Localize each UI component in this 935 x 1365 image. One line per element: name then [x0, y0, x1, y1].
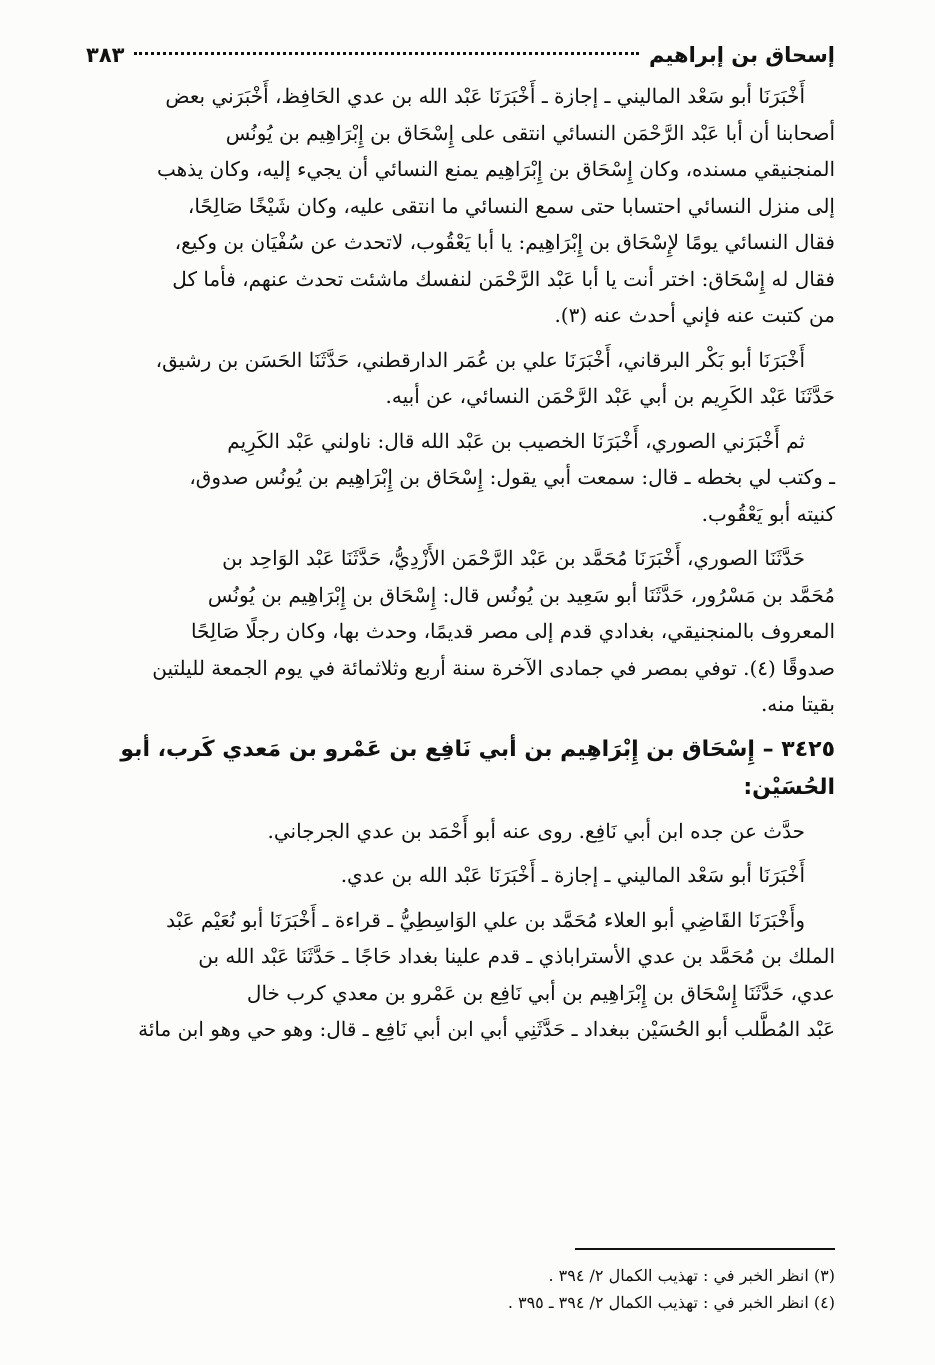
paragraph-4: حَدَّثَنَا الصوري، أَخْبَرَنَا مُحَمَّد بن عَبْد الرَّحْمَن الأَزْدِيُّ، حَدَّثَنَا عَبْد الوَاحِد بن مُحَمَّد بن مَسْرُور، حَدَّثَنَا أبو سَعِيد بن يُونُس قال: إِسْحَاق بن إِبْرَاهِيم بن يُونُس المعروف بالمنجنيقي، بغدادي قدم إلى مصر قديمًا، وحدث بها، وكان رجلًا صَالِحًا صدوقًا (٤). توفي بمصر في جمادى الآخرة سنة أربع وثلاثمائة في يوم الجمعة لليلتين بقيتا منه. — [152, 546, 835, 716]
footnote-divider — [575, 1248, 835, 1250]
paragraph-3: ثم أَخْبَرَني الصوري، أَخْبَرَنَا الخصيب بن عَبْد الله قال: ناولني عَبْد الكَرِيم ـ وكتب لي بخطه ـ قال: سمعت أبي يقول: إِسْحَاق بن إِبْرَاهِيم بن يُونُس صدوق، كنيته أبو يَعْقُوب. — [189, 428, 835, 526]
footnote-3: (٣) انظر الخبر في : تهذيب الكمال ٢/ ٣٩٤ . — [548, 1266, 835, 1285]
paragraph-6: أَخْبَرَنَا أبو سَعْد الماليني ـ إجازة ـ أَخْبَرَنَا عَبْد الله بن عدي. — [340, 863, 805, 887]
paragraph-1: أَخْبَرَنَا أبو سَعْد الماليني ـ إجازة ـ أَخْبَرَنَا عَبْد الله بن عدي الحَافِظ، أَخْبَرَني بعض أصحابنا أن أبا عَبْد الرَّحْمَن النسائي انتقى على إِسْحَاق بن إِبْرَاهِيم بن يُونُس المنجنيقي مسنده، وكان إِسْحَاق بن إِبْرَاهِيم يمنع النسائي أن يجيء إليه، وكان يذهب إلى منزل النسائي احتسابا حتى سمع النسائي ما انتقى عليه، وكان شَيْخًا صَالِحًا، فقال النسائي يومًا لإِسْحَاق بن إِبْرَاهِيم: يا أبا يَعْقُوب، لاتحدث عن سُفْيَان بن وكيع، فقال له إِسْحَاق: اختر أنت يا أبا عَبْد الرَّحْمَن لنفسك ماشئت تحدث عنهم، فأما كل من كتبت عنه فإني أحدث عنه (٣). — [156, 84, 835, 327]
paragraph-5: حدَّث عن جده ابن أبي نَافِع. روى عنه أبو أَحْمَد بن عدي الجرجاني. — [267, 818, 805, 843]
page-number: ٣٨٣ — [86, 43, 125, 67]
paragraph-2: أَخْبَرَنَا أبو بَكْر البرقاني، أَخْبَرَنَا علي بن عُمَر الدارقطني، حَدَّثَنَا الحَسَن بن رشيق، حَدَّثَنَا عَبْد الكَرِيم بن أبي عَبْد الرَّحْمَن النسائي، عن أبيه. — [155, 347, 835, 408]
footnote-4: (٤) انظر الخبر في : تهذيب الكمال ٢/ ٣٩٤ ـ ٣٩٥ . — [507, 1293, 835, 1312]
header-dot-leader — [134, 52, 639, 55]
running-title: إسحاق بن إبراهيم — [649, 43, 835, 67]
paragraph-7: وأَخْبَرَنَا القَاضِي أبو العلاء مُحَمَّد بن علي الوَاسِطِيُّ ـ قراءة ـ أَخْبَرَنَا أبو نُعَيْم عَبْد الملك بن مُحَمَّد بن عدي الأستراباذي ـ قدم علينا بغداد حَاجًا ـ حَدَّثَنَا عَبْد الله بن عدي، حَدَّثَنَا إِسْحَاق بن إِبْرَاهِيم بن أبي نَافِع بن عَمْرو بن معدي كرب خال عَبْد المُطَّلب أبو الحُسَيْن ببغداد ـ حَدَّثَنِي أبي ابن أبي نَافِع ـ قال: وهو حي وهو ابن مائة — [138, 907, 835, 1041]
footnotes — [86, 1262, 835, 1316]
page-header — [86, 34, 835, 76]
entry-heading: ٣٤٢٥ – إِسْحَاق بن إِبْرَاهِيم بن أبي نَافِع بن عَمْرو بن مَعدي كَرب، أبو الحُسَيْن: — [120, 736, 835, 800]
